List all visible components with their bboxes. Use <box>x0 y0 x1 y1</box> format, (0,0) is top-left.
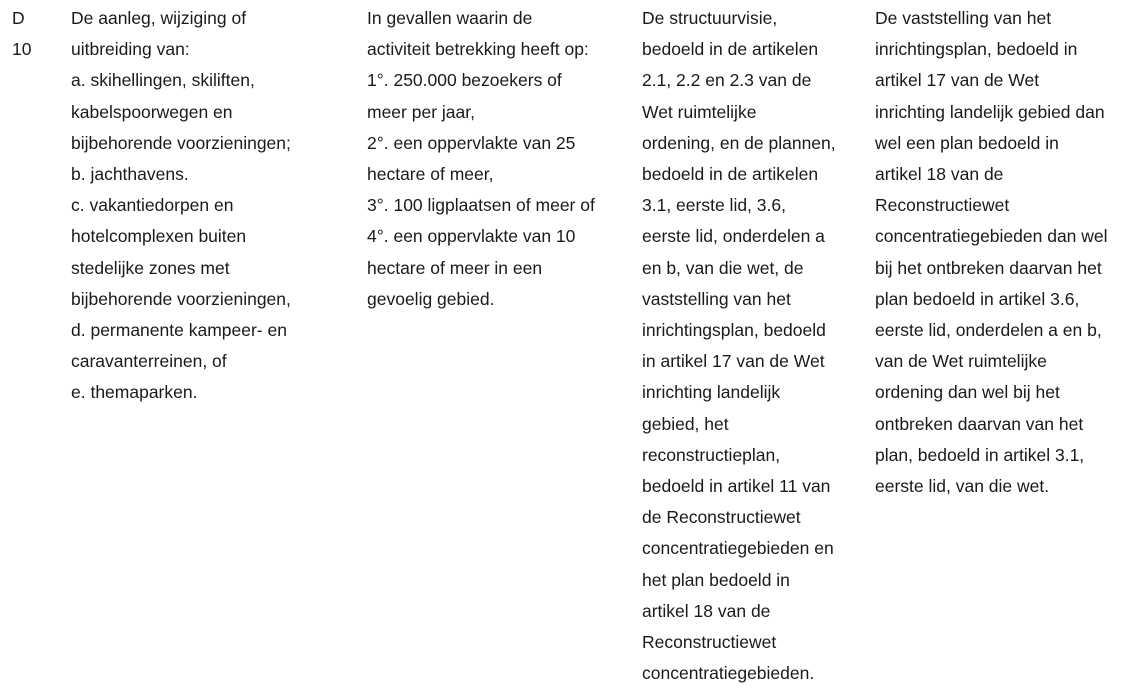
activity-cell <box>71 3 356 409</box>
text-line: inrichtingsplan, bedoeld <box>642 320 826 341</box>
text-line: 3°. 100 ligplaatsen of meer of <box>367 195 595 216</box>
text-line: vaststelling van het <box>642 288 791 309</box>
conditions-cell <box>367 3 629 315</box>
text-line: plan, bedoeld in artikel 3.1, <box>875 444 1085 465</box>
text-line: bedoeld in de artikelen <box>642 39 819 60</box>
text-line: a. skihellingen, skiliften, <box>71 70 255 91</box>
text-line: 2.1, 2.2 en 2.3 van de <box>642 70 812 91</box>
text-line: eerste lid, onderdelen a en b, <box>875 320 1102 341</box>
text-line: Reconstructiewet <box>642 632 777 653</box>
text-line: concentratiegebieden dan wel <box>875 226 1108 247</box>
text-line: bijbehorende voorzieningen; <box>71 132 291 153</box>
text-line: en b, van die wet, de <box>642 257 804 278</box>
text-line: inrichting landelijk gebied dan <box>875 101 1105 122</box>
text-line: c. vakantiedorpen en <box>71 195 234 216</box>
text-line: In gevallen waarin de <box>367 8 533 28</box>
text-line: 10 <box>12 39 32 60</box>
text-line: d. permanente kampeer- en <box>71 320 287 341</box>
text-line: hectare of meer, <box>367 164 494 185</box>
text-line: hectare of meer in een <box>367 257 543 278</box>
text-line: De aanleg, wijziging of <box>71 8 247 28</box>
text-line: 1°. 250.000 bezoekers of <box>367 70 562 91</box>
text-line: caravanterreinen, of <box>71 351 227 372</box>
text-line: eerste lid, van die wet. <box>875 476 1050 497</box>
text-line: gebied, het <box>642 413 729 434</box>
text-line: bij het ontbreken daarvan het <box>875 257 1102 278</box>
text-line: De structuurvisie, <box>642 8 778 28</box>
text-line: Wet ruimtelijke <box>642 101 757 122</box>
text-line: bijbehorende voorzieningen, <box>71 288 291 309</box>
plans-cell <box>642 3 862 689</box>
text-line: inrichtingsplan, bedoeld in <box>875 39 1078 60</box>
text-line: Reconstructiewet <box>875 195 1010 216</box>
text-line: het plan bedoeld in <box>642 569 790 590</box>
text-line: concentratiegebieden. <box>642 663 815 684</box>
text-line: ontbreken daarvan van het <box>875 413 1084 434</box>
text-line: artikel 17 van de Wet <box>875 70 1040 91</box>
text-line: van de Wet ruimtelijke <box>875 351 1047 372</box>
text-line: De vaststelling van het <box>875 8 1052 28</box>
text-line: 4°. een oppervlakte van 10 <box>367 226 576 247</box>
text-line: hotelcomplexen buiten <box>71 226 247 247</box>
text-line: de Reconstructiewet <box>642 507 801 528</box>
text-line: inrichting landelijk <box>642 382 781 403</box>
text-line: stedelijke zones met <box>71 257 230 278</box>
text-line: 3.1, eerste lid, 3.6, <box>642 195 786 216</box>
text-line: b. jachthavens. <box>71 164 189 185</box>
text-line: artikel 18 van de <box>642 600 771 621</box>
text-line: artikel 18 van de <box>875 164 1004 185</box>
decisions-cell <box>875 3 1137 502</box>
text-line: wel een plan bedoeld in <box>875 132 1059 153</box>
category-code-cell <box>12 3 60 65</box>
text-line: ordening, en de plannen, <box>642 132 836 153</box>
text-line: bedoeld in artikel 11 van <box>642 476 831 497</box>
text-line: 2°. een oppervlakte van 25 <box>367 132 576 153</box>
text-line: bedoeld in de artikelen <box>642 164 819 185</box>
text-line: kabelspoorwegen en <box>71 101 233 122</box>
text-line: reconstructieplan, <box>642 444 781 465</box>
text-line: plan bedoeld in artikel 3.6, <box>875 288 1080 309</box>
text-line: ordening dan wel bij het <box>875 382 1060 403</box>
text-line: activiteit betrekking heeft op: <box>367 39 589 60</box>
text-line: e. themaparken. <box>71 382 198 403</box>
text-line: meer per jaar, <box>367 101 475 122</box>
text-line: gevoelig gebied. <box>367 288 495 309</box>
text-line: uitbreiding van: <box>71 39 190 60</box>
text-line: concentratiegebieden en <box>642 538 834 559</box>
text-line: eerste lid, onderdelen a <box>642 226 825 247</box>
text-line: D <box>12 8 25 28</box>
text-line: in artikel 17 van de Wet <box>642 351 825 372</box>
